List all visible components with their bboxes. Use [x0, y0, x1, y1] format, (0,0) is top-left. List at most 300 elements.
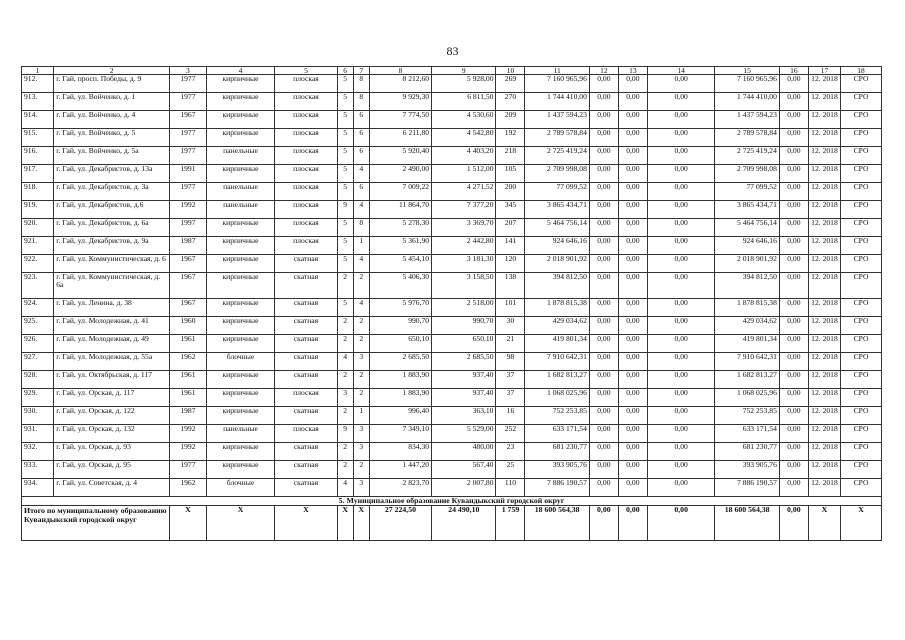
col13-cell: 0,00 — [618, 75, 647, 93]
living-area-cell: 2 442,80 — [432, 237, 496, 255]
cost-total-cell: 3 865 434,71 — [525, 201, 589, 219]
source-cell: СРО — [841, 443, 882, 461]
row-number-cell: 934. — [22, 479, 54, 497]
cost-total-cell: 924 646,16 — [525, 237, 589, 255]
total-cost_total-cell: 18 600 564,38 — [525, 506, 589, 541]
column-number-cell: 4 — [206, 67, 275, 75]
wall-material-cell: кирпичные — [206, 255, 275, 273]
col15-cell: 1 744 410,00 — [715, 93, 779, 111]
date-cell: 12. 2018 — [808, 147, 840, 165]
col16-cell: 0,00 — [779, 129, 808, 147]
wall-material-cell: кирпичные — [206, 335, 275, 353]
cost-total-cell: 1 068 025,96 — [525, 389, 589, 407]
roof-type-cell: скатная — [275, 371, 337, 389]
year-cell: 1977 — [170, 75, 207, 93]
living-area-cell: 3 369,70 — [432, 219, 496, 237]
living-area-cell: 7 377,20 — [432, 201, 496, 219]
entrances-cell: 8 — [353, 75, 369, 93]
living-area-cell: 4 542,80 — [432, 129, 496, 147]
roof-type-cell: скатная — [275, 335, 337, 353]
col13-cell: 0,00 — [618, 147, 647, 165]
column-number-row — [22, 67, 882, 75]
col16-cell: 0,00 — [779, 479, 808, 497]
residents-cell: 37 — [496, 371, 525, 389]
total-area-cell: 1 883,90 — [369, 389, 431, 407]
col13-cell: 0,00 — [618, 317, 647, 335]
total-area-cell: 7 349,10 — [369, 425, 431, 443]
column-number-cell: 3 — [170, 67, 207, 75]
source-cell: СРО — [841, 425, 882, 443]
table-row — [22, 129, 882, 147]
total-c14-cell: 0,00 — [647, 506, 715, 541]
address-cell: г. Гай, ул. Войченко, д. 1 — [54, 93, 170, 111]
row-number-cell: 915. — [22, 129, 54, 147]
entrances-cell: 3 — [353, 479, 369, 497]
living-area-cell: 363,10 — [432, 407, 496, 425]
total-label: Итого по муниципальному образованию Кувандыкский городской округ — [22, 506, 170, 541]
living-area-cell: 937,40 — [432, 389, 496, 407]
entrances-cell: 6 — [353, 183, 369, 201]
roof-type-cell: скатная — [275, 255, 337, 273]
wall-material-cell: кирпичные — [206, 371, 275, 389]
source-cell: СРО — [841, 273, 882, 299]
year-cell: 1991 — [170, 165, 207, 183]
col16-cell: 0,00 — [779, 255, 808, 273]
entrances-cell: 1 — [353, 407, 369, 425]
floors-cell: 2 — [337, 317, 353, 335]
col15-cell: 77 099,52 — [715, 183, 779, 201]
living-area-cell: 4 403,20 — [432, 147, 496, 165]
entrances-cell: 4 — [353, 299, 369, 317]
date-cell: 12. 2018 — [808, 273, 840, 299]
column-number-cell: 16 — [779, 67, 808, 75]
col13-cell: 0,00 — [618, 371, 647, 389]
table-row — [22, 93, 882, 111]
col12-cell: 0,00 — [589, 461, 618, 479]
col16-cell: 0,00 — [779, 183, 808, 201]
table-row — [22, 183, 882, 201]
total-area-cell: 996,40 — [369, 407, 431, 425]
total-roof-cell: X — [275, 506, 337, 541]
col13-cell: 0,00 — [618, 479, 647, 497]
row-number-cell: 929. — [22, 389, 54, 407]
residents-cell: 141 — [496, 237, 525, 255]
entrances-cell: 8 — [353, 93, 369, 111]
column-number-cell: 14 — [647, 67, 715, 75]
col16-cell: 0,00 — [779, 353, 808, 371]
col16-cell: 0,00 — [779, 201, 808, 219]
cost-total-cell: 681 230,77 — [525, 443, 589, 461]
year-cell: 1962 — [170, 353, 207, 371]
year-cell: 1992 — [170, 201, 207, 219]
date-cell: 12. 2018 — [808, 335, 840, 353]
year-cell: 1987 — [170, 237, 207, 255]
column-number-cell: 11 — [525, 67, 589, 75]
cost-total-cell: 2 789 578,84 — [525, 129, 589, 147]
table-row — [22, 111, 882, 129]
residents-cell: 21 — [496, 335, 525, 353]
roof-type-cell: плоская — [275, 425, 337, 443]
col16-cell: 0,00 — [779, 335, 808, 353]
column-number-cell: 17 — [808, 67, 840, 75]
year-cell: 1960 — [170, 317, 207, 335]
col16-cell: 0,00 — [779, 317, 808, 335]
col14-cell: 0,00 — [647, 273, 715, 299]
wall-material-cell: кирпичные — [206, 111, 275, 129]
row-number-cell: 914. — [22, 111, 54, 129]
col15-cell: 1 878 815,38 — [715, 299, 779, 317]
address-cell: г. Гай, ул. Орская, д. 122 — [54, 407, 170, 425]
date-cell: 12. 2018 — [808, 255, 840, 273]
col13-cell: 0,00 — [618, 183, 647, 201]
address-cell: г. Гай, ул. Орская, д. 117 — [54, 389, 170, 407]
roof-type-cell: скатная — [275, 353, 337, 371]
source-cell: СРО — [841, 317, 882, 335]
living-area-cell: 2 518,00 — [432, 299, 496, 317]
address-cell: г. Гай, ул. Орская, д. 132 — [54, 425, 170, 443]
table-row — [22, 425, 882, 443]
entrances-cell: 8 — [353, 219, 369, 237]
living-area-cell: 5 928,00 — [432, 75, 496, 93]
table-row — [22, 407, 882, 425]
col16-cell: 0,00 — [779, 111, 808, 129]
total-c15-cell: 18 600 564,38 — [715, 506, 779, 541]
total-area-cell: 1 447,20 — [369, 461, 431, 479]
housing-repair-table — [21, 66, 882, 541]
source-cell: СРО — [841, 461, 882, 479]
row-number-cell: 925. — [22, 317, 54, 335]
entrances-cell: 2 — [353, 273, 369, 299]
residents-cell: 192 — [496, 129, 525, 147]
entrances-cell: 2 — [353, 389, 369, 407]
year-cell: 1987 — [170, 407, 207, 425]
living-area-cell: 1 512,00 — [432, 165, 496, 183]
cost-total-cell: 7 160 965,96 — [525, 75, 589, 93]
total-area_total-cell: 27 224,50 — [369, 506, 431, 541]
year-cell: 1977 — [170, 183, 207, 201]
address-cell: г. Гай, ул. Советская, д. 4 — [54, 479, 170, 497]
total-area_living-cell: 24 490,10 — [432, 506, 496, 541]
row-number-cell: 916. — [22, 147, 54, 165]
total-area-cell: 650,10 — [369, 335, 431, 353]
col16-cell: 0,00 — [779, 237, 808, 255]
year-cell: 1967 — [170, 299, 207, 317]
wall-material-cell: блочные — [206, 479, 275, 497]
wall-material-cell: кирпичные — [206, 443, 275, 461]
col16-cell: 0,00 — [779, 165, 808, 183]
col13-cell: 0,00 — [618, 237, 647, 255]
col12-cell: 0,00 — [589, 111, 618, 129]
col12-cell: 0,00 — [589, 425, 618, 443]
table-row — [22, 147, 882, 165]
entrances-cell: 4 — [353, 255, 369, 273]
source-cell: СРО — [841, 111, 882, 129]
year-cell: 1961 — [170, 335, 207, 353]
cost-total-cell: 77 099,52 — [525, 183, 589, 201]
col14-cell: 0,00 — [647, 93, 715, 111]
col16-cell: 0,00 — [779, 273, 808, 299]
total-area-cell: 8 212,60 — [369, 75, 431, 93]
living-area-cell: 2 685,50 — [432, 353, 496, 371]
row-number-cell: 921. — [22, 237, 54, 255]
residents-cell: 105 — [496, 165, 525, 183]
source-cell: СРО — [841, 353, 882, 371]
col15-cell: 752 253,85 — [715, 407, 779, 425]
source-cell: СРО — [841, 93, 882, 111]
total-area-cell: 5 454,10 — [369, 255, 431, 273]
col15-cell: 1 437 594,23 — [715, 111, 779, 129]
address-cell: г. Гай, ул. Молодежная, д. 55а — [54, 353, 170, 371]
col12-cell: 0,00 — [589, 147, 618, 165]
row-number-cell: 920. — [22, 219, 54, 237]
col15-cell: 3 865 434,71 — [715, 201, 779, 219]
table-row — [22, 479, 882, 497]
address-cell: г. Гай, ул. Орская, д. 95 — [54, 461, 170, 479]
date-cell: 12. 2018 — [808, 317, 840, 335]
floors-cell: 2 — [337, 407, 353, 425]
row-number-cell: 919. — [22, 201, 54, 219]
floors-cell: 5 — [337, 111, 353, 129]
total-area-cell: 9 929,30 — [369, 93, 431, 111]
floors-cell: 4 — [337, 353, 353, 371]
wall-material-cell: кирпичные — [206, 219, 275, 237]
floors-cell: 5 — [337, 75, 353, 93]
col13-cell: 0,00 — [618, 425, 647, 443]
floors-cell: 5 — [337, 93, 353, 111]
total-area-cell: 11 864,70 — [369, 201, 431, 219]
row-number-cell: 932. — [22, 443, 54, 461]
cost-total-cell: 2 709 998,08 — [525, 165, 589, 183]
table-row — [22, 75, 882, 93]
floors-cell: 2 — [337, 335, 353, 353]
col16-cell: 0,00 — [779, 75, 808, 93]
total-area-cell: 5 361,90 — [369, 237, 431, 255]
roof-type-cell: плоская — [275, 111, 337, 129]
col12-cell: 0,00 — [589, 407, 618, 425]
roof-type-cell: скатная — [275, 299, 337, 317]
total-date-cell: X — [808, 506, 840, 541]
cost-total-cell: 1 744 410,00 — [525, 93, 589, 111]
wall-material-cell: кирпичные — [206, 299, 275, 317]
residents-cell: 101 — [496, 299, 525, 317]
col16-cell: 0,00 — [779, 147, 808, 165]
residents-cell: 270 — [496, 93, 525, 111]
address-cell: г. Гай, ул. Декабристов, д. 6а — [54, 219, 170, 237]
year-cell: 1977 — [170, 93, 207, 111]
col15-cell: 419 801,34 — [715, 335, 779, 353]
col14-cell: 0,00 — [647, 389, 715, 407]
living-area-cell: 4 530,60 — [432, 111, 496, 129]
table-row — [22, 389, 882, 407]
cost-total-cell: 1 437 594,23 — [525, 111, 589, 129]
wall-material-cell: кирпичные — [206, 461, 275, 479]
col16-cell: 0,00 — [779, 443, 808, 461]
wall-material-cell: панельные — [206, 147, 275, 165]
living-area-cell: 567,40 — [432, 461, 496, 479]
floors-cell: 2 — [337, 443, 353, 461]
residents-cell: 218 — [496, 147, 525, 165]
source-cell: СРО — [841, 371, 882, 389]
residents-cell: 120 — [496, 255, 525, 273]
col14-cell: 0,00 — [647, 75, 715, 93]
table-row — [22, 461, 882, 479]
wall-material-cell: кирпичные — [206, 389, 275, 407]
col14-cell: 0,00 — [647, 237, 715, 255]
col14-cell: 0,00 — [647, 371, 715, 389]
address-cell: г. Гай, ул. Войченко, д. 4 — [54, 111, 170, 129]
col15-cell: 7 160 965,96 — [715, 75, 779, 93]
date-cell: 12. 2018 — [808, 299, 840, 317]
roof-type-cell: скатная — [275, 273, 337, 299]
year-cell: 1977 — [170, 147, 207, 165]
column-number-cell: 5 — [275, 67, 337, 75]
col16-cell: 0,00 — [779, 407, 808, 425]
col12-cell: 0,00 — [589, 255, 618, 273]
date-cell: 12. 2018 — [808, 219, 840, 237]
row-number-cell: 922. — [22, 255, 54, 273]
cost-total-cell: 1 682 813,27 — [525, 371, 589, 389]
col15-cell: 7 910 642,31 — [715, 353, 779, 371]
column-number-cell: 18 — [841, 67, 882, 75]
total-c16-cell: 0,00 — [779, 506, 808, 541]
column-number-cell: 15 — [715, 67, 779, 75]
date-cell: 12. 2018 — [808, 461, 840, 479]
total-area-cell: 5 278,30 — [369, 219, 431, 237]
col12-cell: 0,00 — [589, 353, 618, 371]
roof-type-cell: плоская — [275, 75, 337, 93]
date-cell: 12. 2018 — [808, 425, 840, 443]
entrances-cell: 2 — [353, 335, 369, 353]
living-area-cell: 2 007,80 — [432, 479, 496, 497]
entrances-cell: 3 — [353, 443, 369, 461]
table-row — [22, 201, 882, 219]
address-cell: г. Гай, ул. Октябрьская, д. 117 — [54, 371, 170, 389]
column-number-cell: 7 — [353, 67, 369, 75]
total-area-cell: 2 823,70 — [369, 479, 431, 497]
floors-cell: 2 — [337, 273, 353, 299]
total-area-cell: 990,70 — [369, 317, 431, 335]
floors-cell: 9 — [337, 201, 353, 219]
date-cell: 12. 2018 — [808, 371, 840, 389]
living-area-cell: 5 529,00 — [432, 425, 496, 443]
col14-cell: 0,00 — [647, 165, 715, 183]
total-c12-cell: 0,00 — [589, 506, 618, 541]
col13-cell: 0,00 — [618, 299, 647, 317]
table-row — [22, 335, 882, 353]
residents-cell: 200 — [496, 183, 525, 201]
address-cell: г. Гай, ул. Декабристов, д. 13а — [54, 165, 170, 183]
floors-cell: 5 — [337, 183, 353, 201]
entrances-cell: 3 — [353, 425, 369, 443]
col15-cell: 2 709 998,08 — [715, 165, 779, 183]
wall-material-cell: блочные — [206, 353, 275, 371]
col13-cell: 0,00 — [618, 201, 647, 219]
wall-material-cell: панельные — [206, 425, 275, 443]
col12-cell: 0,00 — [589, 237, 618, 255]
address-cell: г. Гай, ул. Коммунистическая, д. 6 — [54, 255, 170, 273]
col13-cell: 0,00 — [618, 443, 647, 461]
entrances-cell: 6 — [353, 129, 369, 147]
residents-cell: 37 — [496, 389, 525, 407]
roof-type-cell: скатная — [275, 407, 337, 425]
row-number-cell: 930. — [22, 407, 54, 425]
wall-material-cell: кирпичные — [206, 75, 275, 93]
wall-material-cell: кирпичные — [206, 165, 275, 183]
page-number: 83 — [446, 44, 459, 58]
row-number-cell: 926. — [22, 335, 54, 353]
col12-cell: 0,00 — [589, 299, 618, 317]
address-cell: г. Гай, ул. Коммунистическая, д. 6а — [54, 273, 170, 299]
col12-cell: 0,00 — [589, 273, 618, 299]
column-number-cell: 2 — [54, 67, 170, 75]
roof-type-cell: скатная — [275, 461, 337, 479]
col12-cell: 0,00 — [589, 371, 618, 389]
year-cell: 1962 — [170, 479, 207, 497]
col14-cell: 0,00 — [647, 111, 715, 129]
residents-cell: 98 — [496, 353, 525, 371]
source-cell: СРО — [841, 335, 882, 353]
roof-type-cell: плоская — [275, 147, 337, 165]
residents-cell: 252 — [496, 425, 525, 443]
col12-cell: 0,00 — [589, 389, 618, 407]
source-cell: СРО — [841, 237, 882, 255]
source-cell: СРО — [841, 75, 882, 93]
col12-cell: 0,00 — [589, 165, 618, 183]
floors-cell: 5 — [337, 255, 353, 273]
col16-cell: 0,00 — [779, 371, 808, 389]
year-cell: 1977 — [170, 461, 207, 479]
total-area-cell: 5 976,70 — [369, 299, 431, 317]
residents-cell: 25 — [496, 461, 525, 479]
date-cell: 12. 2018 — [808, 75, 840, 93]
entrances-cell: 4 — [353, 201, 369, 219]
col12-cell: 0,00 — [589, 75, 618, 93]
table-row — [22, 255, 882, 273]
year-cell: 1967 — [170, 255, 207, 273]
row-number-cell: 933. — [22, 461, 54, 479]
floors-cell: 5 — [337, 147, 353, 165]
col14-cell: 0,00 — [647, 353, 715, 371]
column-number-cell: 12 — [589, 67, 618, 75]
row-number-cell: 913. — [22, 93, 54, 111]
col13-cell: 0,00 — [618, 255, 647, 273]
year-cell: 1961 — [170, 371, 207, 389]
cost-total-cell: 429 034,62 — [525, 317, 589, 335]
wall-material-cell: кирпичные — [206, 317, 275, 335]
living-area-cell: 3 181,30 — [432, 255, 496, 273]
row-number-cell: 912. — [22, 75, 54, 93]
col15-cell: 2 789 578,84 — [715, 129, 779, 147]
living-area-cell: 990,70 — [432, 317, 496, 335]
address-cell: г. Гай, ул. Войченко, д. 5 — [54, 129, 170, 147]
cost-total-cell: 2 018 901,92 — [525, 255, 589, 273]
col12-cell: 0,00 — [589, 335, 618, 353]
total-c13-cell: 0,00 — [618, 506, 647, 541]
col12-cell: 0,00 — [589, 479, 618, 497]
living-area-cell: 4 271,52 — [432, 183, 496, 201]
col14-cell: 0,00 — [647, 147, 715, 165]
residents-cell: 345 — [496, 201, 525, 219]
cost-total-cell: 419 801,34 — [525, 335, 589, 353]
roof-type-cell: скатная — [275, 317, 337, 335]
cost-total-cell: 5 464 756,14 — [525, 219, 589, 237]
column-number-cell: 1 — [22, 67, 54, 75]
entrances-cell: 6 — [353, 111, 369, 129]
row-number-cell: 923. — [22, 273, 54, 299]
date-cell: 12. 2018 — [808, 183, 840, 201]
col14-cell: 0,00 — [647, 479, 715, 497]
table-row — [22, 317, 882, 335]
